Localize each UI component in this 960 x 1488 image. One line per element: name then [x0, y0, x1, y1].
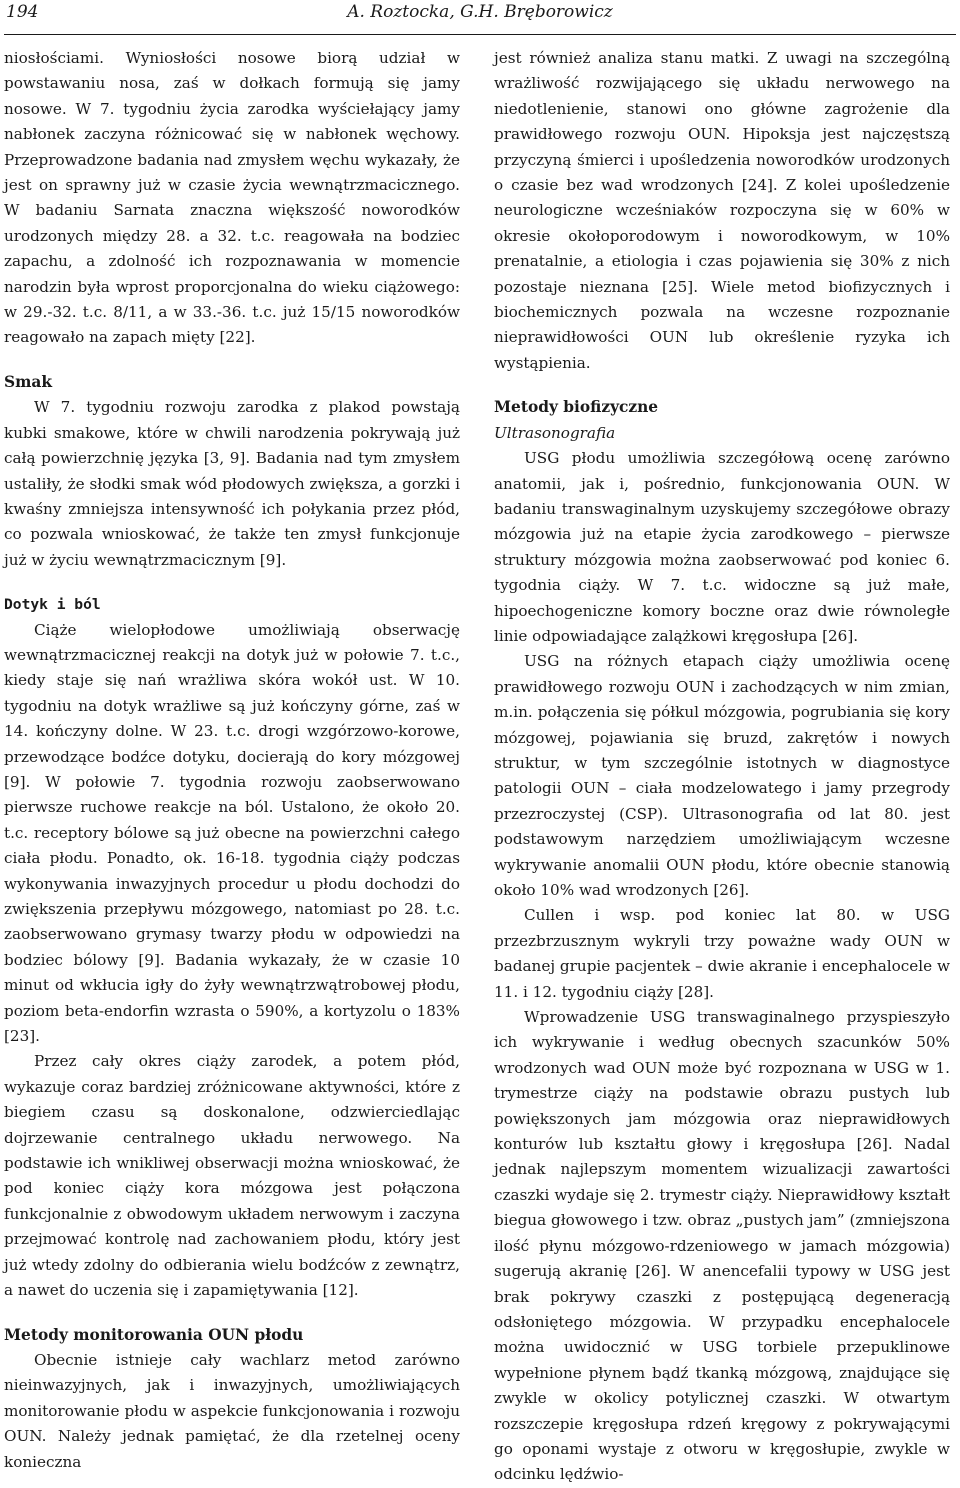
running-title: A. Roztocka, G.H. Bręborowicz	[347, 2, 613, 22]
paragraph-taste: W 7. tygodniu rozwoju zarodka z plakod powstają kubki smakowe, które w chwili narodzenia pokrywają już całą powierzchnię języka [3, 9]. Badania nad tym zmysłem ustaliły, że słodki smak wód płodowych zwiększa, a gorzki i kwaśny zmniejsza intensywność ich połykania przez płód, co pozwala wnioskować, że także ten zmysł funkcjonuje już w życiu wewnątrzmacicznym [9].	[4, 398, 460, 569]
paragraph-usg-3: Cullen i wsp. pod koniec lat 80. w USG przezbrzusznym wykryli trzy poważne wady OUN w badanej grupie pacjentek – dwie akranie i encephalocele w 11. i 12. tygodniu ciąży [28].	[494, 906, 950, 1001]
right-column	[494, 46, 950, 1488]
section-heading-biophysical-methods: Metody biofizyczne	[494, 398, 659, 417]
paragraph-monitoring-continuation: jest również analiza stanu matki. Z uwagi na szczególną wrażliwość rozwijającego się układu nerwowego na niedotlenienie, stanowi ono główne zagrożenie dla prawidłowego rozwoju OUN. Hipoksja jest najczęstszą przyczyną śmierci i upośledzenia noworodków urodzonych o czasie bez wad wrodzonych [24]. Z kolei upośledzenie neurologiczne wcześniaków rozpoczyna się w 60% w okresie okołoporodowym i noworodkowym, w 10% prenatalnie, a etiologia i czas pojawienia się 30% z nich pozostaje nieznana [25]. Wiele metod biofizycznych i biochemicznych pozwala na wczesne rozpoznanie nieprawidłowości OUN lub określenie ryzyka ich wystąpienia.	[494, 49, 950, 372]
paragraph-usg-4: Wprowadzenie USG transwaginalnego przyspieszyło ich wykrywanie i według obecnych szacunków 50% wrodzonych wad OUN może być rozpoznana w USG w 1. trymestrze ciąży na podstawie obrazu pustych lub powiększonych jam mózgowia oraz nieprawidłowych konturów lub kształtu głowy i kręgosłupa [26]. Nadal jednak najlepszym momentem wizualizacji zawartości czaszki wydaje się 2. trymestr ciąży. Nieprawidłowy kształt biegua głowowego i tzw. obraz „pustych jam” (zmniejszona ilość płynu mózgowo-rdzeniowego w jamach mózgowia) sugerują akranię [26]. W anencefalii typowy w USG jest brak pokrywy czaszki z postępującą degeneracją odsłoniętego mózgowia. W przypadku encephalocele można uwidocznić w USG torbiele przepuklinowe wypełnione płynem bądź tkanką mózgową, znajdujące się zwykle w okolicy potylicznej czaszki. W otwartym rozszczepie kręgosłupa rdzeń kręgowy z pokrywającymi go oponami wystaje z otworu w kręgosłupie, zwykle w odcinku lędźwio-	[494, 1008, 950, 1484]
page-header	[0, 0, 960, 40]
left-column	[4, 46, 460, 1475]
section-heading-taste: Smak	[4, 372, 53, 391]
section-heading-touch-pain: Dotyk i ból	[4, 596, 101, 614]
subsection-heading-ultrasonography: Ultrasonografia	[494, 423, 616, 442]
paragraph-usg-1: USG płodu umożliwia szczegółową ocenę zarówno anatomii, jak i, pośrednio, funkcjonowania OUN. W badaniu transwaginalnym uzyskujemy szczegółowe obrazy mózgowia już na etapie życia zarodkowego – pierwsze struktury mózgowia można zaobserwować pod koniec 6. tygodnia ciąży. W 7. t.c. widoczne są już małe, hipoechogeniczne komory boczne oraz dwie równoległe linie odpowiadające zalążkowi kręgosłupa [26].	[494, 449, 950, 645]
header-rule	[4, 34, 956, 35]
section-heading-monitoring-methods: Metody monitorowania OUN płodu	[4, 1325, 304, 1344]
page-number: 194	[6, 2, 39, 22]
paragraph-touch-pain-2: Przez cały okres ciąży zarodek, a potem płód, wykazuje coraz bardziej zróżnicowane aktywności, które z biegiem czasu są doskonalone, odzwierciedlając dojrzewanie centralnego układu nerwowego. Na podstawie ich wnikliwej obserwacji można wnioskować, że pod koniec ciąży kora mózgowa jest połączona funkcjonalnie z obwodowym układem nerwowym i zaczyna przejmować kontrolę nad zachowaniem płodu, który jest już wtedy zdolny do odbierania wielu bodźców z zewnątrz, a nawet do uczenia się i zapamiętywania [12].	[4, 1052, 460, 1300]
paragraph-usg-2: USG na różnych etapach ciąży umożliwia ocenę prawidłowego rozwoju OUN i zachodzących w nim zmian, m.in. połączenia się półkul mózgowia, pogrubiania się kory mózgowej, pojawiania się bruzd, zakrętów i nowych struktur, w tym szczególnie istotnych w diagnostyce patologii OUN – ciała modzelowatego i jamy przegrody przezroczystej (CSP). Ultrasonografia od lat 80. jest podstawowym narzędziem umożliwiającym wczesne wykrywanie anomalii OUN płodu, które obecnie stanowią około 10% wad wrodzonych [26].	[494, 652, 950, 899]
paragraph-smell-continuation: niosłościami. Wyniosłości nosowe biorą udział w powstawaniu nosa, zaś w dołkach formują się jamy nosowe. W 7. tygodniu życia zarodka wyściełający jamy nabłonek zaczyna różnicować się w nabłonek węchowy. Przeprowadzone badania nad zmysłem węchu wykazały, że jest on sprawny już w czasie życia wewnątrzmacicznego. W badaniu Sarnata znaczna większość noworodków urodzonych między 28. a 32. t.c. reagowała na bodziec zapachu, a zdolność ich rozpoznawania w momencie narodzin była wprost proporcjonalna do wieku ciążowego: w 29.-32. t.c. 8/11, a w 33.-36. t.c. już 15/15 noworodków reagowało na zapach mięty [22].	[4, 49, 460, 347]
paragraph-monitoring-methods: Obecnie istnieje cały wachlarz metod zarówno nieinwazyjnych, jak i inwazyjnych, umożliwiających monitorowanie płodu w aspekcie funkcjonowania i rozwoju OUN. Należy jednak pamiętać, że dla rzetelnej oceny konieczna	[4, 1350, 460, 1471]
paragraph-touch-pain-1: Ciąże wielopłodowe umożliwiają obserwację wewnątrzmacicznej reakcji na dotyk już w połowie 7. t.c., kiedy staje się nań wrażliwa skóra wokół ust. W 10. tygodniu na dotyk wrażliwe są już kończyny górne, zaś w 14. kończyny dolne. W 23. t.c. drogi wzgórzowo-korowe, przewodzące bodźce dotyku, docierają do kory mózgowej [9]. W połowie 7. tygodnia rozwoju zaobserwowano pierwsze ruchowe reakcje na ból. Ustalono, że około 20. t.c. receptory bólowe są już obecne na powierzchni całego ciała płodu. Ponadto, ok. 16-18. tygodnia ciąży podczas wykonywania inwazyjnych procedur u płodu dochodzi do zwiększenia przepływu mózgowego, natomiast po 28. t.c. zaobserwowano grymasy twarzy płodu w odpowiedzi na bodziec bólowy [9]. Badania wykazały, że w czasie 10 minut od wkłucia igły do żyły wewnątrzwątrobowej płodu, poziom beta-endorfin wzrasta o 590%, a kortyzolu o 183% [23].	[4, 620, 460, 1046]
